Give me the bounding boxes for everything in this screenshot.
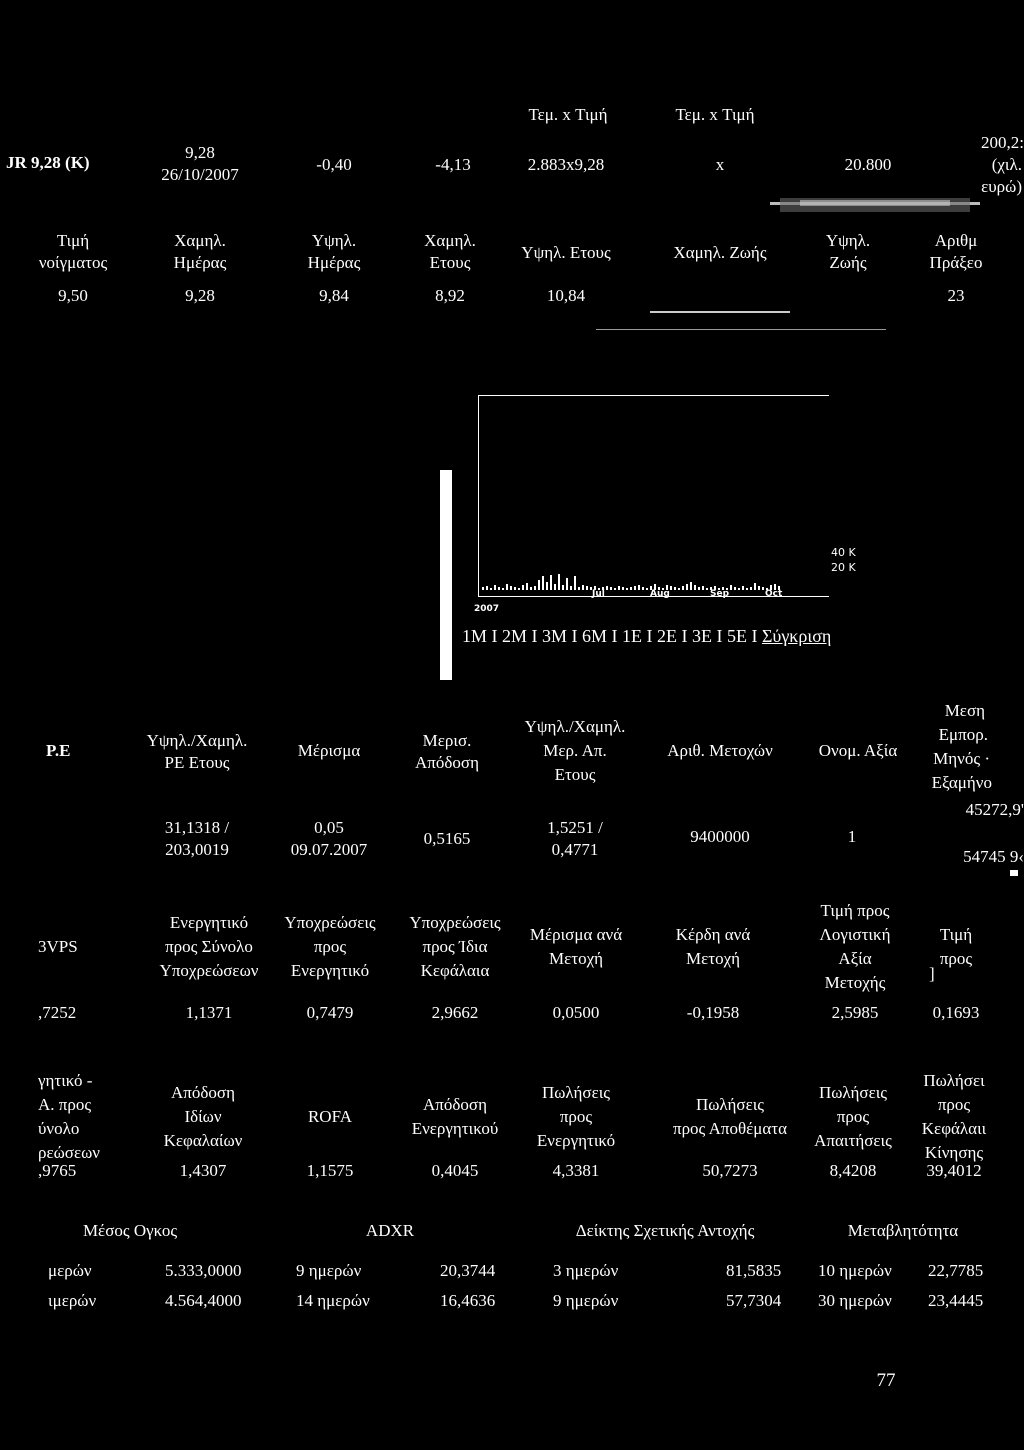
nominal-value: 1 (847, 827, 857, 846)
ratios1-header-cell: Μέρισμα ανά (529, 925, 623, 944)
technical-cell: 14 ημερών (296, 1291, 370, 1310)
ratios2-header-cell: Απόδοση (171, 1083, 235, 1102)
avg-header-2: Εμπορ. (938, 725, 988, 744)
stats-header-cell: Χαμηλ. (174, 231, 226, 250)
yield-header-2: Απόδοση (415, 753, 479, 772)
ratios2-value-cell: 39,4012 (926, 1161, 982, 1180)
stats-header-cell: Ζωής (829, 253, 867, 272)
ratios1-header-cell: Υποχρεώσεων (159, 961, 259, 980)
volume-bar (686, 584, 688, 590)
chart-year: 2007 (474, 604, 500, 614)
volume-bar (534, 586, 536, 590)
ratios2-header-cell: Α. προς (38, 1095, 92, 1114)
ratios1-value-cell: 0,0500 (552, 1003, 600, 1022)
ratios1-value-cell: 2,9662 (431, 1003, 479, 1022)
ratios1-value-cell: 1,1371 (185, 1003, 233, 1022)
ratios2-value-cell: 0,4045 (431, 1161, 479, 1180)
bracket-mark: ] (929, 964, 935, 983)
ratios2-header-cell: γητικό - (38, 1071, 93, 1090)
volume-bar (614, 588, 616, 590)
volume-bar (542, 576, 544, 590)
ratios2-value-cell: ,9765 (38, 1161, 77, 1180)
ratios2-header-cell: προς (836, 1107, 870, 1126)
volume-bar (738, 588, 740, 590)
pe-label: P.E (46, 741, 71, 760)
ratios1-value-cell: 0,7479 (306, 1003, 354, 1022)
ratios1-header-cell: 3VPS (38, 937, 78, 956)
technical-cell: 57,7304 (726, 1291, 782, 1310)
volume-bar (690, 582, 692, 590)
technical-header-cell: ADXR (365, 1221, 415, 1240)
stats-header-cell: Χαμηλ. (424, 231, 476, 250)
ratios2-header-cell: ROFA (307, 1107, 353, 1126)
volume-bar (702, 586, 704, 590)
volume-bar (610, 587, 612, 590)
ratios2-header-cell: Πωλήσεις (695, 1095, 765, 1114)
volume-bar (626, 588, 628, 590)
volume-bar (634, 586, 636, 590)
technical-cell: μερών (48, 1261, 92, 1280)
ratios2-header-cell: ύνολο (38, 1119, 80, 1138)
volume-bar (574, 576, 576, 590)
volume-bar (490, 588, 492, 590)
ratios1-header-cell: Μετοχή (548, 949, 604, 968)
ratios1-header-cell: Λογιστική (819, 925, 891, 944)
dividend-header: Μέρισμα (297, 741, 361, 760)
shares-value: 9400000 (690, 827, 750, 846)
technical-header-cell: Μέσος Ογκος (82, 1221, 178, 1240)
volume-bar (562, 585, 564, 590)
range-selector (462, 626, 831, 647)
volume-bar (606, 586, 608, 590)
avg-header-4: Εξαμήνο (931, 773, 992, 792)
volume-bar (530, 587, 532, 590)
ratios2-header-cell: Κίνησης (924, 1143, 984, 1162)
ratios2-header-cell: ρεώσεων (38, 1143, 100, 1162)
ratios1-header-cell: προς (939, 949, 973, 968)
technical-cell: 9 ημερών (296, 1261, 362, 1280)
volume-bar (758, 586, 760, 590)
y-tick-40k: 40 K (831, 546, 856, 559)
volume-bar (502, 588, 504, 590)
technical-cell: 4.564,4000 (165, 1291, 242, 1310)
volume-bar (630, 587, 632, 590)
price-change: -0,40 (316, 155, 352, 174)
ratios1-value-cell: ,7252 (38, 1003, 77, 1022)
stock-name: JR 9,28 (K) (6, 153, 90, 172)
technical-cell: 5.333,0000 (165, 1261, 242, 1280)
volume-bar (566, 578, 568, 590)
technical-cell: 3 ημερών (553, 1261, 619, 1280)
volume-bar (582, 585, 584, 590)
volume-bar (586, 586, 588, 590)
technical-cell: 22,7785 (928, 1261, 984, 1280)
compare-link[interactable]: Σύγκριση (761, 626, 832, 646)
volume-bar (674, 587, 676, 590)
volume-bar (578, 587, 580, 590)
y-tick-20k: 20 K (831, 561, 856, 574)
page-number: 77 (876, 1370, 896, 1391)
volume-value: 20.800 (844, 155, 892, 174)
ratios1-value-cell: 2,5985 (831, 1003, 879, 1022)
stats-header-cell: Υψηλ. (311, 231, 357, 250)
range-links[interactable]: 1M I 2M I 3M I 6M I 1E I 2E I 3E I 5E I (462, 626, 758, 646)
ratios1-header-cell: προς Σύνολο (165, 937, 253, 956)
stats-header-cell: νοίγματος (38, 253, 108, 272)
ratios1-header-cell: Μετοχής (824, 973, 886, 992)
ratios2-header-cell: Πωλήσεις (541, 1083, 611, 1102)
technical-header-cell: Μεταβλητότητα (847, 1221, 959, 1240)
stats-header-cell: Υψηλ. (825, 231, 871, 250)
stats-value-cell: 8,92 (435, 286, 465, 305)
stats-header-cell: Χαμηλ. Ζωής (673, 243, 767, 262)
stats-header-cell: Υψηλ. Ετους (521, 243, 611, 262)
stats-header-cell: Ετους (429, 253, 471, 272)
scan-noise-strip (770, 196, 980, 216)
stats-value-cell: 9,28 (185, 286, 215, 305)
technical-cell: 20,3744 (440, 1261, 496, 1280)
mark (1010, 870, 1018, 876)
volume-bar (518, 588, 520, 590)
trades-x-price: 2.883x9,28 (527, 155, 605, 174)
ratios2-value-cell: 1,1575 (306, 1161, 354, 1180)
stats-header-cell: Ημέρας (173, 253, 227, 272)
volume-bar (498, 587, 500, 590)
price-change-pct: -4,13 (435, 155, 471, 174)
technical-cell: 30 ημερών (818, 1291, 892, 1310)
volume-bar (570, 586, 572, 590)
ratios1-header-cell: Μετοχή (685, 949, 741, 968)
ratios1-header-cell: Ενεργητικό (290, 961, 370, 980)
volume-bar (554, 584, 556, 590)
div-range-header-3: Ετους (554, 765, 596, 784)
ratios2-header-cell: προς (937, 1095, 971, 1114)
volume-bar (706, 588, 708, 590)
volume-bar (506, 584, 508, 590)
technical-cell: 9 ημερών (553, 1291, 619, 1310)
ratios2-value-cell: 50,7273 (702, 1161, 758, 1180)
turnover-unit-1: (χιλ. (991, 155, 1022, 174)
avg-header-1: Μεση (944, 701, 985, 720)
volume-bar (678, 588, 680, 590)
ratios2-header-cell: Ενεργητικό (536, 1131, 616, 1150)
stats-header-cell: Τιμή (56, 231, 90, 250)
volume-bar (494, 585, 496, 590)
ratios1-value-cell: -0,1958 (686, 1003, 740, 1022)
turnover-value: 200,2: (981, 133, 1024, 152)
ratios1-header-cell: Τιμή (939, 925, 973, 944)
ratios2-header-cell: προς (559, 1107, 593, 1126)
volume-bar (538, 580, 540, 590)
ratios2-header-cell: Απόδοση (423, 1095, 487, 1114)
volume-bar (670, 586, 672, 590)
ratios2-header-cell: Κεφάλαιι (921, 1119, 987, 1138)
volume-bar (550, 575, 552, 590)
volume-bar (750, 587, 752, 590)
ratios2-value-cell: 1,4307 (179, 1161, 227, 1180)
x-separator: x (715, 155, 725, 174)
volume-bar (682, 586, 684, 590)
volume-bar (522, 585, 524, 590)
volume-bar (734, 587, 736, 590)
technical-header-cell: Δείκτης Σχετικής Αντοχής (575, 1221, 755, 1240)
turnover-unit-2: ευρώ) (981, 177, 1022, 196)
dividend-date: 09.07.2007 (290, 840, 368, 859)
technical-cell: 16,4636 (440, 1291, 496, 1310)
ratios1-header-cell: προς Ίδια (422, 937, 488, 956)
volume-bar (638, 585, 640, 590)
ratios2-header-cell: Πωλήσεις (818, 1083, 888, 1102)
div-range-header-2: Μερ. Απ. (543, 741, 607, 760)
volume-bar (642, 587, 644, 590)
x-tick-jul: Jul (592, 589, 605, 599)
volume-bar (762, 587, 764, 590)
ratios2-header-cell: Κεφαλαίων (163, 1131, 243, 1150)
shares-header: Αριθ. Μετοχών (667, 741, 773, 760)
ratios2-value-cell: 4,3381 (552, 1161, 600, 1180)
ratios2-value-cell: 8,4208 (829, 1161, 877, 1180)
div-high: 1,5251 / (547, 818, 603, 837)
volume-bar (618, 586, 620, 590)
ratios1-value-cell: 0,1693 (932, 1003, 980, 1022)
avg-header-3: Μηνός · (933, 749, 990, 768)
ratios2-header-cell: προς Αποθέματα (672, 1119, 788, 1138)
divider (596, 329, 886, 330)
header-tem-x-tim-2: Τεμ. x Τιμή (675, 105, 755, 124)
stats-header-cell: Αριθμ (934, 231, 978, 250)
volume-bars (478, 560, 798, 594)
chart-left-bar (440, 470, 452, 680)
technical-cell: 10 ημερών (818, 1261, 892, 1280)
volume-bar (730, 585, 732, 590)
x-tick-oct: Oct (765, 589, 783, 599)
volume-bar (694, 585, 696, 590)
ratios1-header-cell: προς (313, 937, 347, 956)
technical-cell: ιμερών (48, 1291, 97, 1310)
ratios1-header-cell: Κέρδη ανά (675, 925, 751, 944)
volume-bar (486, 586, 488, 590)
volume-bar (746, 588, 748, 590)
volume-bar (622, 587, 624, 590)
stats-value-cell: 23 (947, 286, 965, 305)
div-low: 0,4771 (551, 840, 599, 859)
divider (650, 311, 790, 313)
stats-header-cell: Πράξεο (929, 253, 983, 272)
pe-high: 31,1318 / (164, 818, 230, 837)
stock-price: 9,28 (185, 143, 215, 162)
yield-value: 0,5165 (423, 829, 471, 848)
pe-range-header-2: PE Ετους (164, 753, 230, 772)
volume-bar (482, 587, 484, 590)
nominal-header: Ονομ. Αξία (818, 741, 898, 760)
volume-bar (754, 583, 756, 590)
ratios1-header-cell: Αξία (838, 949, 872, 968)
volume-bar (546, 582, 548, 590)
stats-value-cell: 9,84 (319, 286, 349, 305)
yield-header-1: Μερισ. (422, 731, 472, 750)
pe-low: 203,0019 (165, 840, 229, 859)
avg-month: 45272,9' (965, 800, 1024, 819)
ratios2-header-cell: Ιδίων (184, 1107, 222, 1126)
volume-bar (526, 583, 528, 590)
div-range-header-1: Υψηλ./Χαμηλ. (524, 717, 626, 736)
volume-bar (558, 574, 560, 590)
technical-cell: 81,5835 (726, 1261, 782, 1280)
ratios2-header-cell: Απαιτήσεις (814, 1131, 892, 1150)
ratios1-header-cell: Ενεργητικό (169, 913, 249, 932)
avg-semester: 54745 9‹ (963, 847, 1024, 866)
x-tick-sep: Sep (710, 589, 730, 599)
stats-value-cell: 9,50 (58, 286, 88, 305)
volume-bar (698, 587, 700, 590)
ratios1-header-cell: Τιμή προς (820, 901, 890, 920)
ratios1-header-cell: Κεφάλαια (420, 961, 490, 980)
header-tem-x-tim-1: Τεμ. x Τιμή (528, 105, 608, 124)
technical-cell: 23,4445 (928, 1291, 984, 1310)
ratios2-header-cell: Πωλήσει (923, 1071, 985, 1090)
volume-bar (742, 586, 744, 590)
x-tick-aug: Aug (650, 589, 670, 599)
stats-value-cell: 10,84 (546, 286, 586, 305)
volume-bar (510, 586, 512, 590)
volume-bar (514, 587, 516, 590)
ratios2-header-cell: Ενεργητικού (411, 1119, 499, 1138)
volume-bar (646, 588, 648, 590)
pe-range-header-1: Υψηλ./Χαμηλ. (146, 731, 248, 750)
quote-date: 26/10/2007 (161, 165, 239, 184)
ratios1-header-cell: Υποχρεώσεις (409, 913, 501, 932)
ratios1-header-cell: Υποχρεώσεις (284, 913, 376, 932)
dividend-value: 0,05 (314, 818, 344, 837)
stats-header-cell: Ημέρας (307, 253, 361, 272)
